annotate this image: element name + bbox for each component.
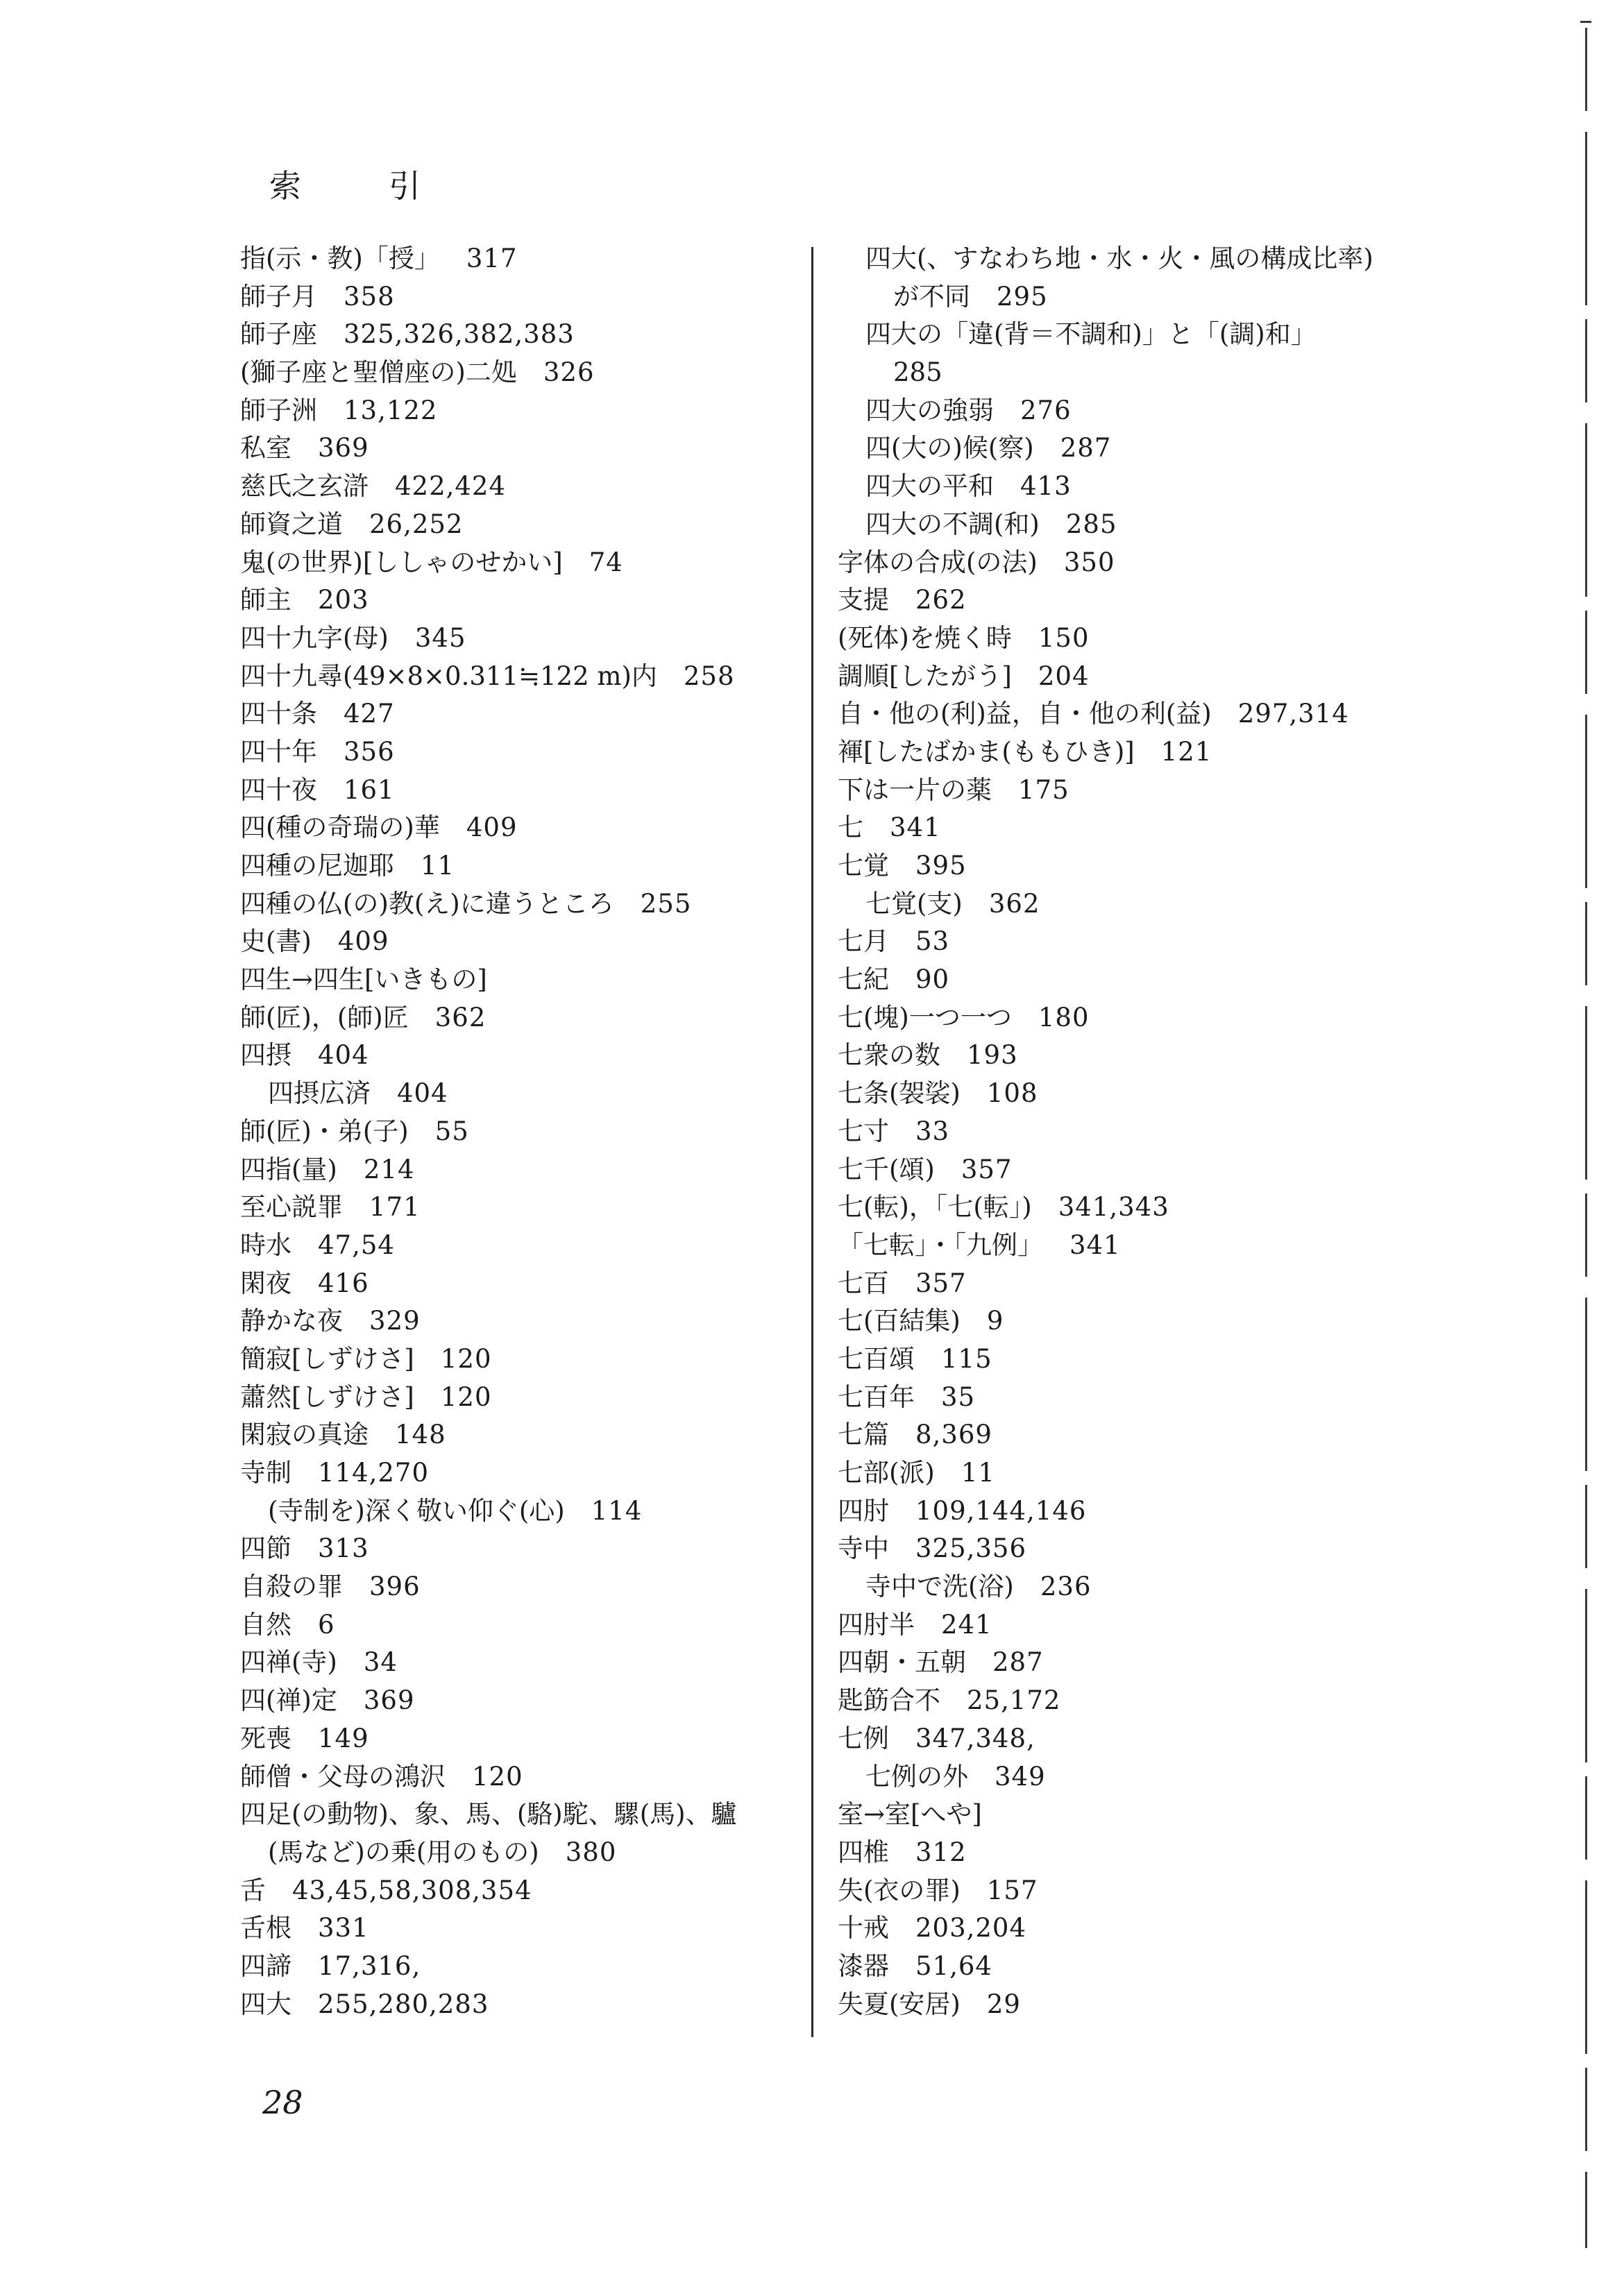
index-entry [838,961,1414,999]
index-page-refs: 236 [1040,1572,1092,1602]
index-page-refs: 109,144,146 [915,1495,1087,1526]
index-page-refs: 416 [318,1268,369,1298]
index-entry [240,1796,795,1834]
index-term: 四生→四生[いきもの] [240,964,487,995]
index-entry [240,1910,795,1948]
index-entry [240,695,795,733]
index-page-refs: 120 [440,1343,492,1374]
index-page-refs: 9 [986,1306,1004,1336]
index-page-refs: 13,122 [344,395,438,425]
index-page-refs: 349 [995,1761,1046,1792]
index-entry [838,1758,1414,1796]
index-page-refs: 34 [363,1647,398,1678]
index-term: 七 [838,813,863,843]
index-term: 自・他の(利)益，自・他の利(益) [838,699,1212,729]
index-term: 四大の強弱 [865,395,994,425]
index-term: 四十条 [240,699,317,729]
index-entry [838,1037,1414,1075]
index-entry [838,1265,1414,1303]
index-entry [838,1644,1414,1682]
index-page-refs: 180 [1038,1002,1090,1032]
index-page-refs: 161 [344,774,395,805]
index-page-refs: 6 [318,1609,335,1640]
index-entry [240,581,795,620]
index-entry [240,1986,795,2024]
index-page-refs: 369 [363,1685,415,1716]
index-term: が不同 [893,281,970,312]
index-page-refs: 258 [683,661,735,691]
index-term: (馬など)の乗(用のもの) [268,1837,539,1867]
index-entry [838,1796,1414,1834]
index-page-refs: 350 [1063,547,1115,577]
index-term: 師主 [240,585,291,615]
index-term: 字体の合成(の法) [838,547,1038,577]
index-term: 師(匠)，(師)匠 [240,1002,409,1032]
index-page-refs: 114 [591,1495,643,1526]
index-page-refs: 108 [986,1078,1038,1109]
index-page-refs: 17,316, [318,1950,421,1981]
index-term: (死体)を焼く時 [838,622,1012,653]
index-page-refs: 357 [961,1154,1013,1184]
index-entry [838,316,1414,354]
index-page-refs: 317 [466,244,518,273]
index-page-refs: 369 [318,433,369,464]
index-page-refs: 312 [915,1837,967,1867]
index-term: 慈氏之玄滸 [240,471,369,502]
index-entry [838,581,1414,620]
index-entry [838,772,1414,810]
index-entry [838,1113,1414,1151]
index-term: 舌根 [240,1913,291,1944]
index-term: 七覚(支) [865,888,963,919]
index-term: 四十九尋(49×8×0.311≒122 m)内 [240,661,657,691]
index-page-refs: 175 [1018,774,1069,805]
index-term: 室→室[へや] [838,1799,982,1830]
index-entry [240,923,795,961]
index-term: 四十夜 [240,774,317,805]
index-entry [240,809,795,847]
index-page-refs: 29 [986,1989,1021,2019]
index-entry [838,923,1414,961]
index-entry [240,1302,795,1341]
index-term: 漆器 [838,1950,889,1981]
index-page-refs: 285 [1065,509,1117,539]
index-page-refs: 409 [337,926,389,957]
index-entry [240,772,795,810]
index-term: 四摂広済 [268,1078,371,1109]
index-entry [240,999,795,1037]
index-entry [838,544,1414,582]
index-page-refs: 120 [472,1761,523,1792]
index-entry [240,1151,795,1189]
index-page-refs: 358 [344,281,395,312]
index-entry [838,1493,1414,1531]
index-entry [838,620,1414,658]
index-page-refs: 297,314 [1237,699,1349,729]
index-term: 七(転)，「七(転」) [838,1192,1032,1223]
index-page-refs: 404 [318,1040,369,1071]
index-entry [240,1037,795,1075]
index-page-refs: 150 [1038,622,1090,653]
index-entry [240,733,795,772]
index-term: 十戒 [838,1913,889,1944]
index-term: 寺中 [838,1533,889,1564]
index-term: 簡寂[しずけさ] [240,1343,414,1374]
index-page-refs: 149 [318,1723,369,1753]
index-entry [240,506,795,544]
index-entry [240,1720,795,1758]
index-term: 七(塊)一つ一つ [838,1002,1012,1032]
index-term: 四(禅)定 [240,1685,337,1716]
index-entry [240,1379,795,1417]
index-page-refs: 287 [992,1647,1044,1678]
index-entry [838,1568,1414,1606]
index-entry [838,1379,1414,1417]
index-page-refs: 427 [344,699,395,729]
index-term: 至心説罪 [240,1192,343,1223]
index-term: 失夏(安居) [838,1989,961,2019]
index-entry [240,1948,795,1986]
index-term: 285 [893,357,942,388]
index-page-refs: 204 [1038,661,1090,691]
index-term: 「七転」・「九例」 [838,1230,1043,1260]
index-column-left [240,240,795,2023]
index-term: 七例の外 [865,1761,968,1792]
index-entry [838,809,1414,847]
index-entry [240,1682,795,1720]
index-entry [240,1872,795,1910]
index-page-refs: 329 [369,1306,421,1336]
index-entry [240,430,795,468]
index-page-refs: 276 [1020,395,1072,425]
index-term: 指(示・教)「授」 [240,244,440,273]
page-edge-mark [1580,21,1591,23]
index-entry [240,1606,795,1644]
index-entry [240,1758,795,1796]
index-page-refs: 90 [915,964,950,995]
index-entry [240,468,795,506]
index-page-refs: 26,252 [369,509,464,539]
index-term: 七百 [838,1268,889,1298]
index-term: 鬼(の世界)[ししゃのせかい] [240,547,563,577]
index-entry [240,620,795,658]
index-page-refs: 287 [1060,433,1112,464]
index-entry [240,885,795,924]
index-term: 下は一片の薬 [838,774,992,805]
index-entry [240,1227,795,1265]
index-page-refs: 193 [967,1040,1018,1071]
index-entry [838,1530,1414,1568]
index-term: 閑夜 [240,1268,291,1298]
index-entry [838,1302,1414,1341]
index-entry [838,1606,1414,1644]
index-entry [240,1454,795,1493]
index-term: 四肘半 [838,1609,915,1640]
index-term: 七百頌 [838,1343,915,1374]
index-term: 四椎 [838,1837,889,1867]
index-entry [240,1113,795,1151]
index-term: 七(百結集) [838,1306,961,1336]
index-entry [240,1493,795,1531]
index-entry [838,1872,1414,1910]
index-term: 静かな夜 [240,1306,343,1336]
index-page-refs: 413 [1020,471,1072,502]
index-term: 私室 [240,433,291,464]
index-entry [240,961,795,999]
index-page-refs: 53 [915,926,950,957]
index-entry [838,695,1414,733]
index-entry [838,1454,1414,1493]
index-page-refs: 157 [986,1875,1038,1905]
index-entry [838,240,1414,278]
index-term: 七紀 [838,964,889,995]
index-page-refs: 396 [369,1572,421,1602]
index-entry [240,1341,795,1379]
index-term: 七月 [838,926,889,957]
index-entry [240,658,795,696]
index-page-refs: 313 [318,1533,369,1564]
index-term: 四大 [240,1989,291,2019]
index-entry [838,658,1414,696]
index-term: 師資之道 [240,509,343,539]
index-entry [838,278,1414,316]
index-entry [838,354,1414,392]
index-page-refs: 43,45,58,308,354 [292,1875,532,1905]
index-term: 自然 [240,1609,291,1640]
index-term: 蕭然[しずけさ] [240,1381,414,1412]
index-page-refs: 331 [318,1913,369,1944]
index-page-refs: 115 [941,1343,992,1374]
index-term: 調順[したがう] [838,661,1012,691]
index-page-refs: 255 [640,888,692,919]
index-entry [838,847,1414,885]
index-entry [838,1341,1414,1379]
index-page-refs: 51,64 [915,1950,992,1981]
index-entry [838,1834,1414,1872]
index-term: 四禅(寺) [240,1647,337,1678]
index-term: 四十九字(母) [240,622,389,653]
index-term: (獅子座と聖僧座の)二処 [240,357,517,388]
index-term: 七篇 [838,1420,889,1450]
index-page-refs: 241 [941,1609,992,1640]
index-entry [240,1568,795,1606]
index-entry [240,392,795,430]
index-term: 四諦 [240,1950,291,1981]
index-term: 四大(、すなわち地・水・火・風の構成比率) [865,244,1373,273]
index-page-refs: 11 [961,1458,995,1488]
index-term: 四大の平和 [865,471,994,502]
index-page-refs: 8,369 [915,1420,992,1450]
index-entry [240,544,795,582]
index-page-refs: 120 [440,1381,492,1412]
index-page-refs: 148 [395,1420,446,1450]
index-page-refs: 362 [434,1002,487,1032]
index-page-refs: 114,270 [318,1458,430,1488]
index-page-refs: 35 [941,1381,976,1412]
index-entry [838,430,1414,468]
index-entry [240,240,795,278]
index-entry [240,1644,795,1682]
index-term: (寺制を)深く敬い仰ぐ(心) [268,1495,565,1526]
index-page-refs: 341 [890,813,941,843]
index-term: 四指(量) [240,1154,337,1184]
index-page-refs: 357 [915,1268,967,1298]
index-term: 四大の「違(背＝不調和)」と「(調)和」 [865,319,1317,350]
index-entry [240,1834,795,1872]
index-term: 師子座 [240,319,317,350]
index-heading: 索 引 [269,167,448,205]
index-entry [838,1189,1414,1227]
index-term: 七衆の数 [838,1040,940,1071]
index-entry [240,1265,795,1303]
index-entry [838,506,1414,544]
index-term: 四大の不調(和) [865,509,1040,539]
index-term: 寺制 [240,1458,291,1488]
index-entry [838,1986,1414,2024]
index-term: 自殺の罪 [240,1572,343,1602]
index-term: 師(匠)・弟(子) [240,1116,409,1146]
index-term: 失(衣の罪) [838,1875,961,1905]
index-page-refs: 74 [589,547,623,577]
index-page-refs: 362 [988,888,1040,919]
index-term: 師僧・父母の鴻沢 [240,1761,446,1792]
index-page-refs: 295 [997,281,1048,312]
index-term: 死喪 [240,1723,291,1753]
column-divider [811,247,813,2037]
index-term: 舌 [240,1875,266,1905]
index-term: 七百年 [838,1381,915,1412]
index-entry [240,1530,795,1568]
index-page-refs: 33 [915,1116,950,1146]
index-term: 四(種の奇瑞の)華 [240,813,440,843]
index-entry [838,733,1414,772]
index-term: 匙筯合不 [838,1685,940,1716]
index-page-refs: 326 [543,357,595,388]
index-entry [240,316,795,354]
index-page-refs: 11 [421,851,455,881]
index-column-right [838,240,1414,2023]
index-page-refs: 325,326,382,383 [344,319,575,350]
index-page-refs: 422,424 [395,471,507,502]
index-entry [838,1682,1414,1720]
index-term: 四朝・五朝 [838,1647,966,1678]
index-term: 時水 [240,1230,291,1260]
index-term: 師子洲 [240,395,317,425]
index-page-refs: 325,356 [915,1533,1027,1564]
index-term: 七寸 [838,1116,889,1146]
index-entry [838,468,1414,506]
index-page-refs: 404 [397,1078,448,1109]
index-entry [240,278,795,316]
index-entry [240,847,795,885]
index-entry [838,1416,1414,1454]
index-term: 史(書) [240,926,312,957]
index-page-refs: 345 [414,622,466,653]
index-term: 七覚 [838,851,889,881]
index-term: 七条(袈裟) [838,1078,961,1109]
index-term: 七千(頌) [838,1154,935,1184]
index-page-refs: 395 [915,851,967,881]
index-page-refs: 203 [318,585,369,615]
index-term: 四節 [240,1533,291,1564]
index-entry [838,1948,1414,1986]
index-page-refs: 47,54 [318,1230,395,1260]
index-entry [838,1720,1414,1758]
index-page-refs: 171 [369,1192,421,1223]
index-page-refs: 347,348, [915,1723,1035,1753]
index-term: 閑寂の真途 [240,1420,369,1450]
index-entry [838,1227,1414,1265]
index-term: 四種の仏(の)教(え)に違うところ [240,888,614,919]
index-page-refs: 121 [1160,736,1212,767]
index-page-refs: 214 [363,1154,415,1184]
index-term: 褌[したばかま(ももひき)] [838,736,1135,767]
index-page-refs: 341 [1069,1230,1121,1260]
index-term: 七部(派) [838,1458,935,1488]
index-term: 七例 [838,1723,889,1753]
index-page-refs: 380 [565,1837,617,1867]
index-entry [240,1416,795,1454]
index-page-refs: 25,172 [967,1685,1061,1716]
index-term: 四摂 [240,1040,291,1071]
index-term: 寺中で洗(浴) [865,1572,1014,1602]
index-entry [838,1151,1414,1189]
index-entry [240,354,795,392]
index-entry [838,999,1414,1037]
index-term: 支提 [838,585,889,615]
index-page-refs: 255,280,283 [318,1989,489,2019]
index-entry [838,1910,1414,1948]
page-number: 28 [262,2084,303,2121]
index-entry [838,1075,1414,1113]
page-edge-line [1585,28,1587,2248]
index-page-refs: 262 [915,585,967,615]
index-term: 四足(の動物)、象、馬、(駱)駝、騾(馬)、驢 [240,1799,737,1830]
index-page-refs: 341,343 [1058,1192,1169,1223]
index-entry [838,885,1414,924]
index-page-refs: 203,204 [915,1913,1027,1944]
index-term: 四肘 [838,1495,889,1526]
index-entry [240,1075,795,1113]
index-term: 四十年 [240,736,317,767]
index-term: 四種の尼迦耶 [240,851,394,881]
index-term: 師子月 [240,281,317,312]
index-term: 四(大の)候(察) [865,433,1034,464]
index-page-refs: 356 [344,736,395,767]
index-page-refs: 55 [434,1116,469,1146]
index-page-refs: 409 [466,813,518,843]
index-entry [240,1189,795,1227]
index-entry [838,392,1414,430]
